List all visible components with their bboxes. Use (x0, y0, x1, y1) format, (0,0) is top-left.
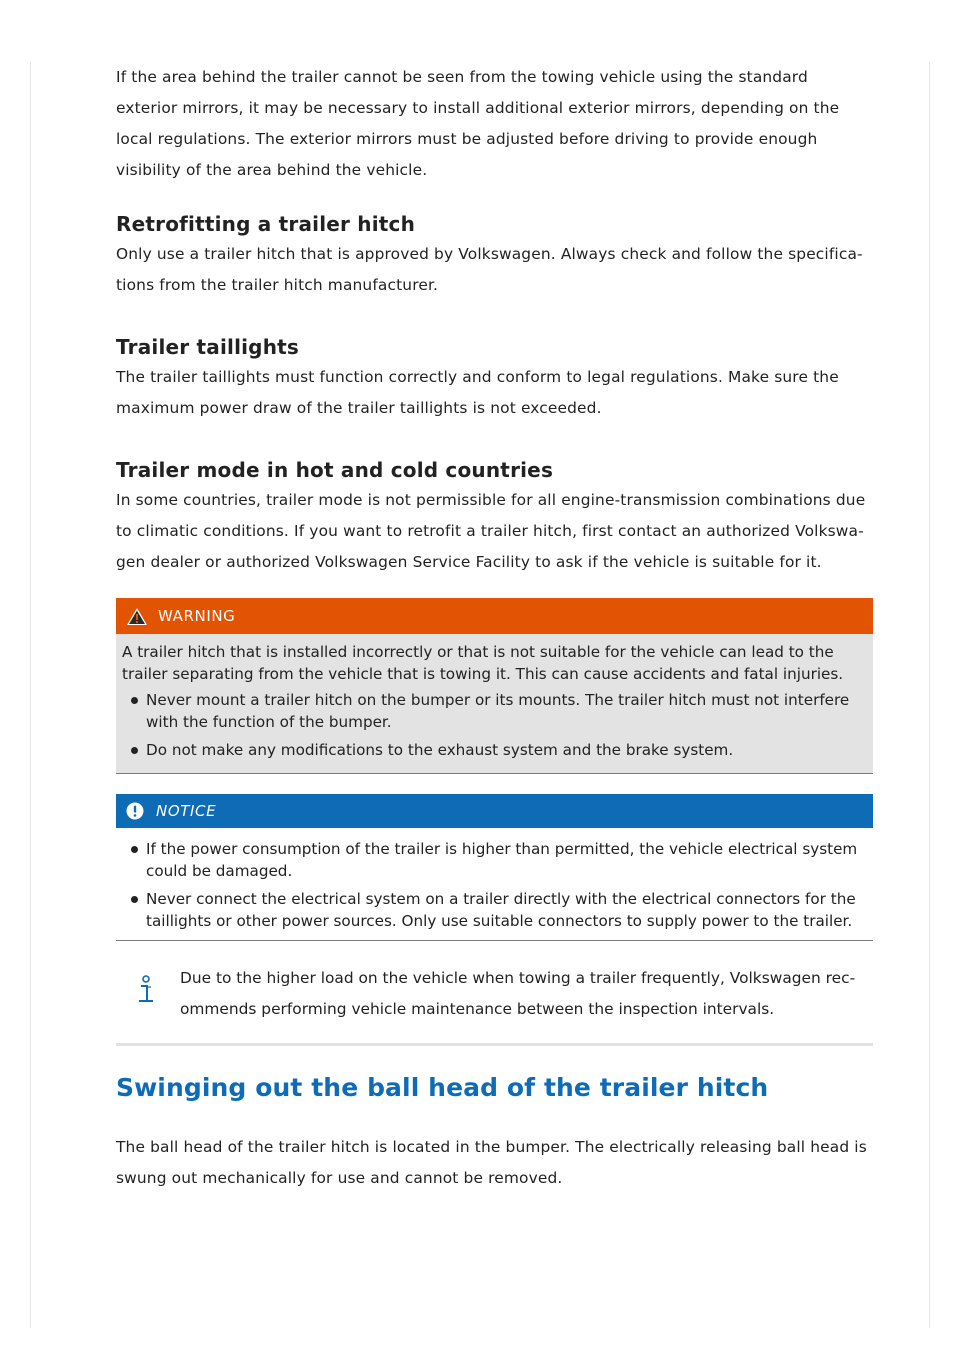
taillights-heading: Trailer taillights (116, 335, 300, 359)
notice-bullet-text: If the power consumption of the trailer is higher than permitted, the vehicle electrical system could be damaged. (146, 840, 858, 880)
bullet-dot (131, 747, 138, 754)
bullet-dot (131, 896, 138, 903)
right-margin-line (929, 62, 930, 1328)
info-note (116, 963, 873, 1025)
list-item (122, 689, 863, 733)
notice-bullet-list (122, 838, 863, 932)
notice-bullet-text: Never connect the electrical system on a trailer directly with the electrical connectors for the taillights or other power sources. Only use suitable connectors to supply power to the trailer. (146, 890, 856, 930)
list-item (122, 888, 863, 932)
warning-body (116, 634, 873, 773)
hot-cold-heading: Trailer mode in hot and cold countries (116, 458, 554, 482)
section-divider (116, 1043, 873, 1046)
info-icon (136, 975, 156, 1005)
warning-bullet-text: Never mount a trailer hitch on the bumper or its mounts. The trailer hitch must not interfere with the function of the bumper. (146, 691, 850, 731)
info-note-text: Due to the higher load on the vehicle when towing a trailer frequently, Volkswagen recommends performing vehicle maintenance between the inspection intervals. (180, 969, 856, 1018)
section-heading: Swinging out the ball head of the trailer hitch (116, 1073, 769, 1102)
bullet-dot (131, 697, 138, 704)
warning-bullet-text: Do not make any modifications to the exhaust system and the brake system. (146, 741, 734, 759)
taillights-paragraph: The trailer taillights must function correctly and conform to legal regulations. Make sure the maximum power draw of the trailer taillights is not exceeded. (116, 368, 839, 417)
warning-triangle-icon (126, 607, 148, 626)
exclamation-icon (126, 802, 144, 820)
warning-box (116, 598, 873, 774)
list-item (122, 739, 863, 761)
warning-text: A trailer hitch that is installed incorrectly or that is not suitable for the vehicle can lead to the trailer separating from the vehicle that is towing it. This can cause accidents and fatal injuries. (122, 643, 844, 683)
swinging-paragraph: The ball head of the trailer hitch is located in the bumper. The electrically releasing ball head is swung out mechanically for use and cannot be removed. (116, 1138, 867, 1187)
retrofitting-paragraph: Only use a trailer hitch that is approved by Volkswagen. Always check and follow the specifications from the trailer hitch manufacturer. (116, 245, 863, 294)
warning-bullet-list (122, 689, 863, 761)
warning-header (116, 598, 873, 634)
notice-box (116, 794, 873, 941)
warning-label: WARNING (158, 607, 236, 625)
notice-body (116, 828, 873, 940)
retrofitting-heading: Retrofitting a trailer hitch (116, 212, 416, 236)
left-margin-line (30, 62, 31, 1328)
list-item (122, 838, 863, 882)
notice-header (116, 794, 873, 828)
notice-label: NOTICE (156, 802, 217, 820)
intro-paragraph: If the area behind the trailer cannot be seen from the towing vehicle using the standard exterior mirrors, it may be necessary to install additional exterior mirrors, depending on the local regulations. The exterior mirrors must be adjusted before driving to provide enough visibility of the area behind the vehicle. (116, 68, 840, 179)
hot-cold-paragraph: In some countries, trailer mode is not permissible for all engine-transmission combinations due to climatic conditions. If you want to retrofit a trailer hitch, first contact an authorized Volkswagen dealer or authorized Volkswagen Service Facility to ask if the vehicle is suitable for it. (116, 491, 866, 571)
page-content (116, 62, 873, 1194)
bullet-dot (131, 846, 138, 853)
